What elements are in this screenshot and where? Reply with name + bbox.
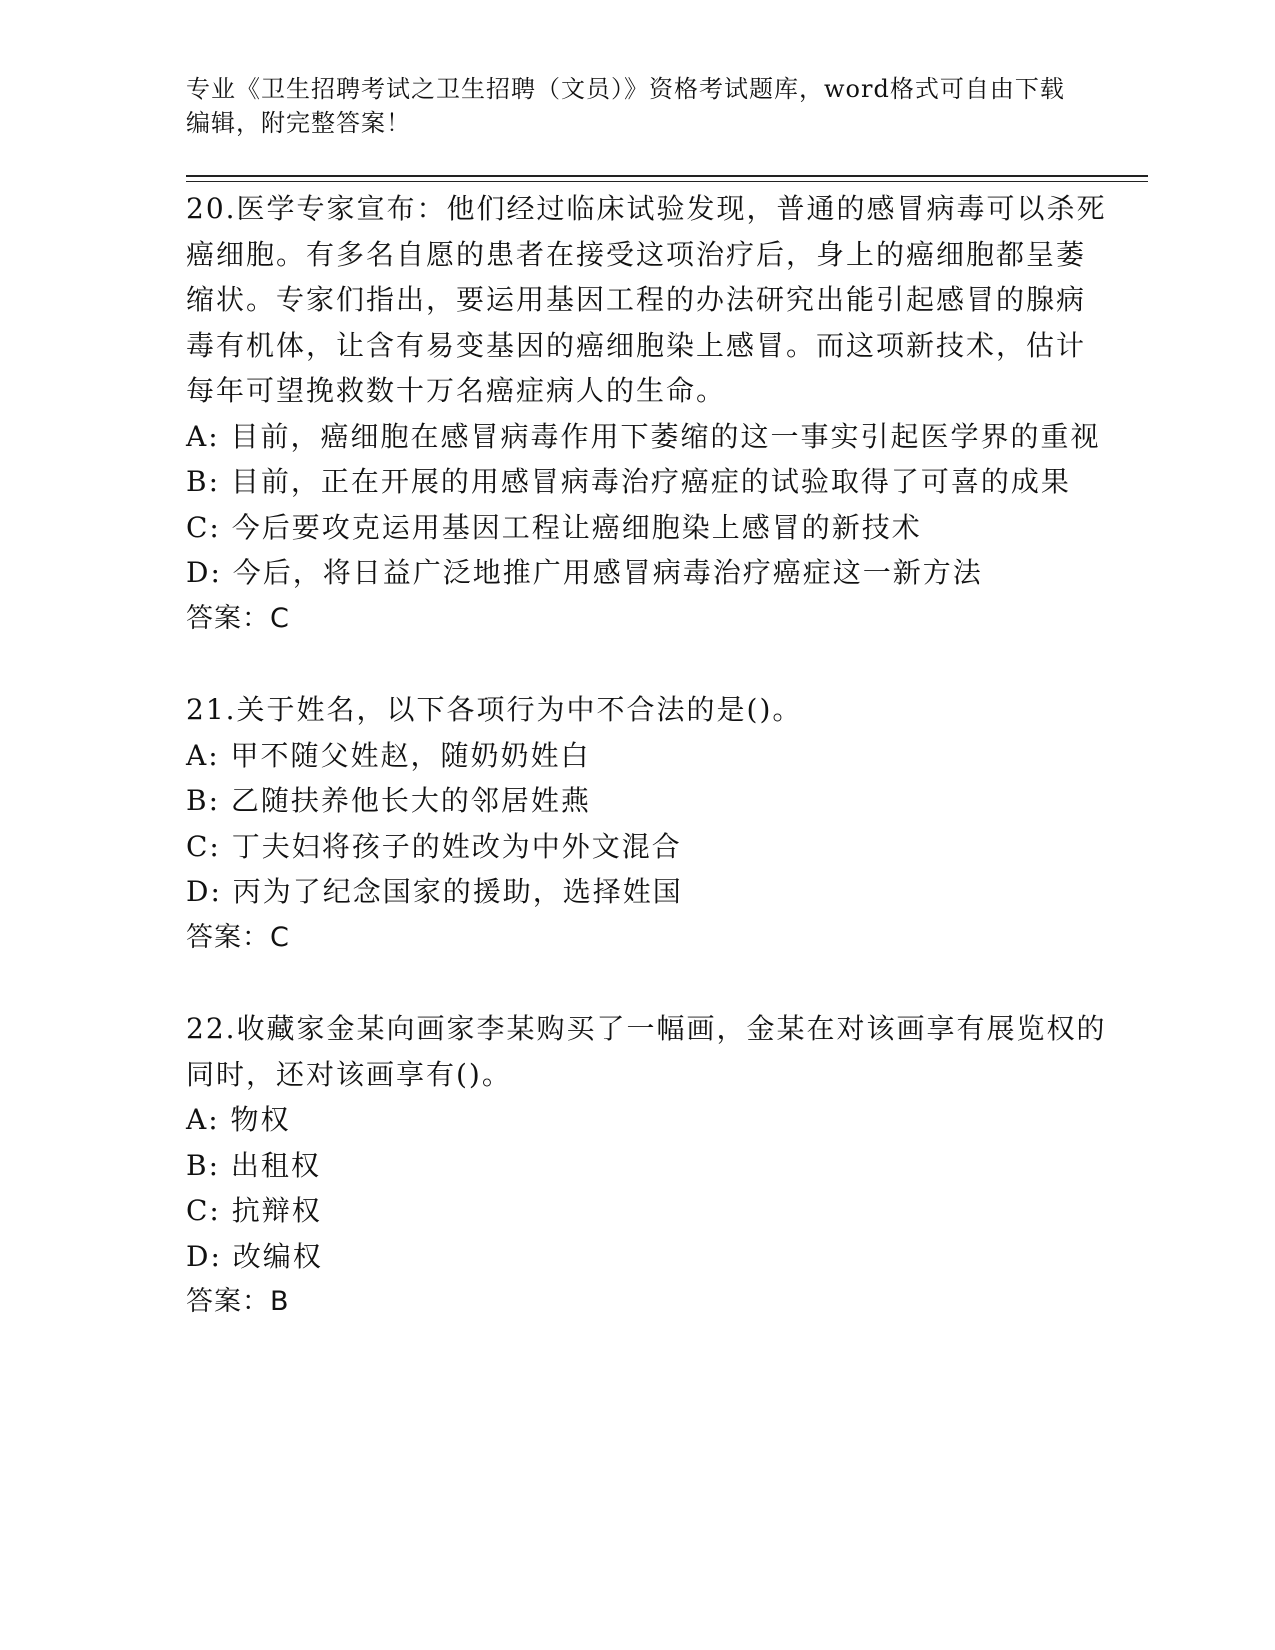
option-c: C: 今后要攻克运用基因工程让癌细胞染上感冒的新技术 — [186, 510, 922, 544]
question-stem-line: 癌细胞。有多名自愿的患者在接受这项治疗后，身上的癌细胞都呈萎 — [186, 237, 1087, 271]
header-line-2: 编辑，附完整答案！ — [186, 109, 411, 137]
question-20 — [186, 186, 1107, 641]
header-divider-thick — [186, 175, 1148, 177]
question-list — [186, 186, 1107, 1371]
option-b: B: 目前，正在开展的用感冒病毒治疗癌症的试验取得了可喜的成果 — [186, 465, 1071, 498]
question-stem-line: 同时，还对该画享有()。 — [186, 1057, 512, 1091]
question-stem-line: 20.医学专家宣布：他们经过临床试验发现，普通的感冒病毒可以杀死 — [186, 192, 1107, 225]
question-22 — [186, 1006, 1107, 1325]
option-a: A: 目前，癌细胞在感冒病毒作用下萎缩的这一事实引起医学界的重视 — [186, 419, 1101, 453]
question-stem-line: 22.收藏家金某向画家李某购买了一幅画，金某在对该画享有展览权的 — [186, 1012, 1107, 1045]
question-stem-line: 21.关于姓名，以下各项行为中不合法的是()。 — [186, 693, 803, 726]
answer-label: 答案：C — [186, 602, 290, 634]
question-stem-line: 每年可望挽救数十万名癌症病人的生命。 — [186, 374, 727, 407]
option-b: B: 乙随扶养他长大的邻居姓燕 — [186, 784, 591, 817]
option-c: C: 抗辩权 — [186, 1194, 322, 1227]
header-divider-thin — [186, 181, 1148, 182]
answer-label: 答案：B — [186, 1286, 290, 1317]
header-line-1: 专业《卫生招聘考试之卫生招聘（文员）》资格考试题库，word格式可自由下载 — [186, 75, 1065, 103]
option-a: A: 物权 — [186, 1103, 291, 1136]
option-a: A: 甲不随父姓赵，随奶奶姓白 — [186, 738, 591, 772]
question-stem-line: 缩状。专家们指出，要运用基因工程的办法研究出能引起感冒的腺病 — [186, 283, 1087, 316]
option-b: B: 出租权 — [186, 1148, 321, 1182]
question-21 — [186, 687, 1086, 960]
option-d: D: 改编权 — [186, 1239, 323, 1273]
answer-label: 答案：C — [186, 921, 290, 953]
option-d: D: 今后，将日益广泛地推广用感冒病毒治疗癌症这一新方法 — [186, 556, 983, 589]
option-d: D: 丙为了纪念国家的援助，选择姓国 — [186, 875, 683, 908]
option-c: C: 丁夫妇将孩子的姓改为中外文混合 — [186, 829, 682, 863]
document-header — [186, 72, 1086, 140]
question-stem-line: 毒有机体，让含有易变基因的癌细胞染上感冒。而这项新技术，估计 — [186, 328, 1087, 362]
